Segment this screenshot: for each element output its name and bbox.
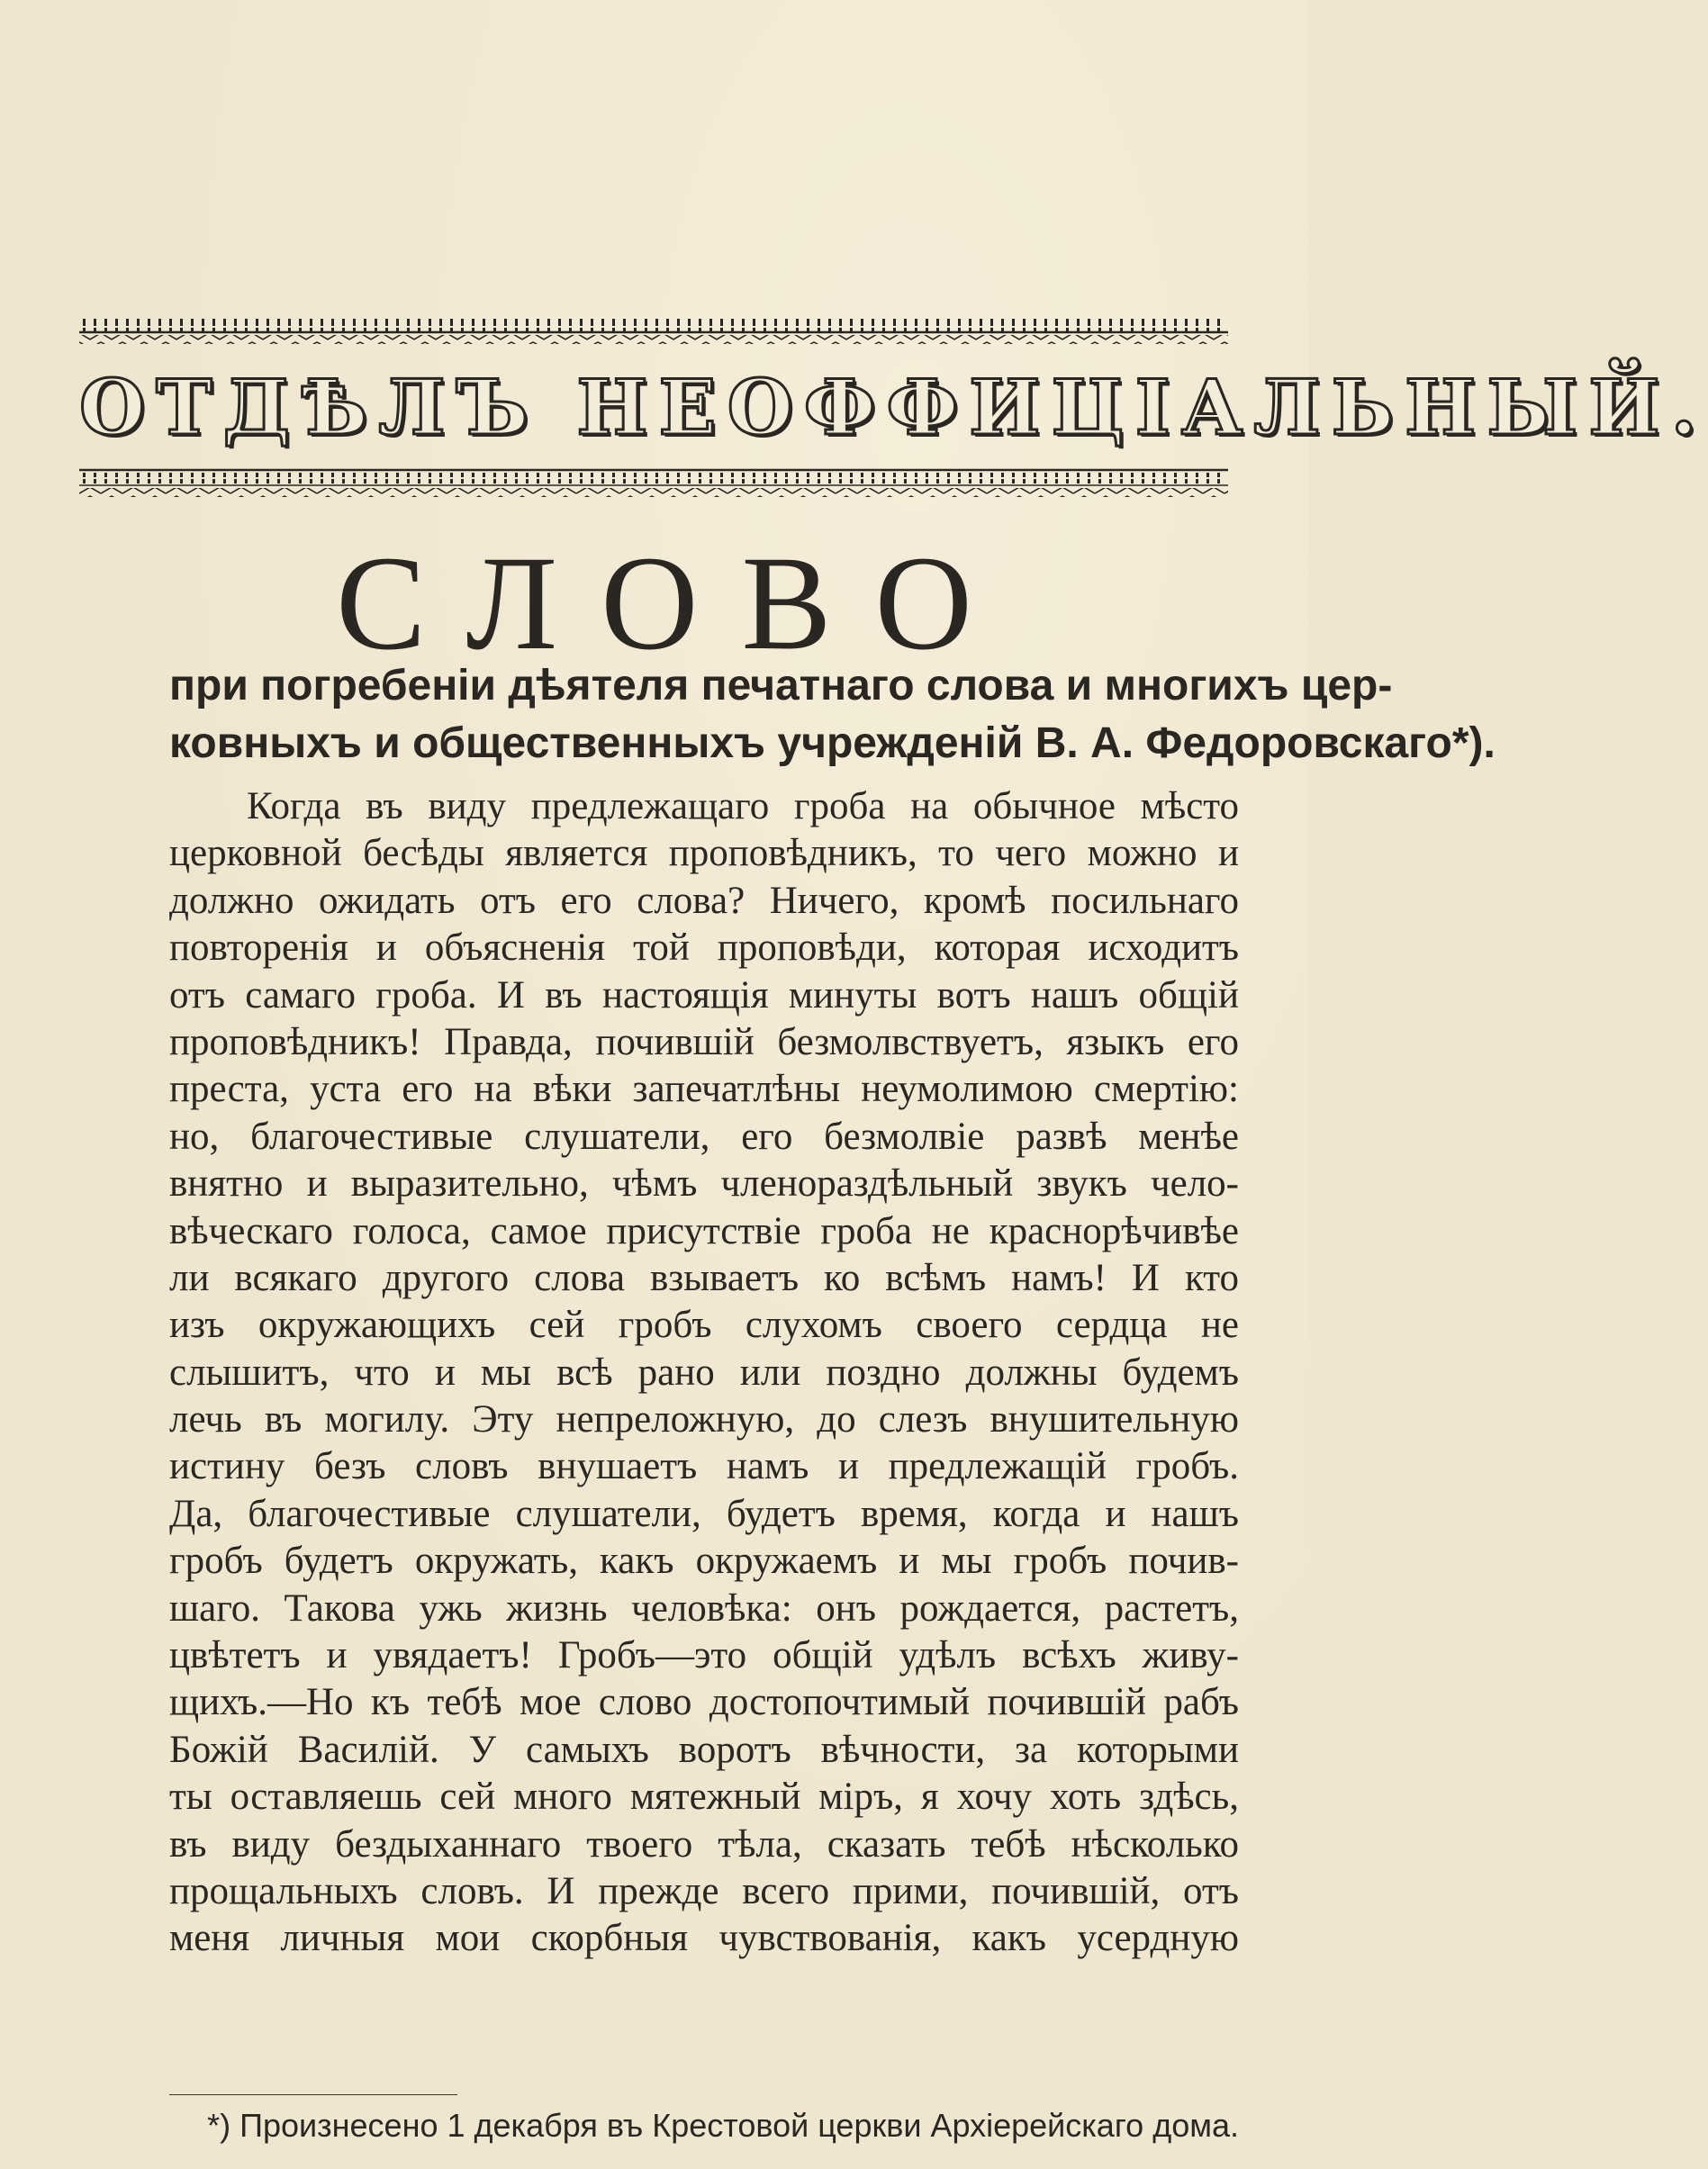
body-line: церковной бесѣды является проповѣдникъ, то чего можно и (169, 832, 1239, 875)
ornament-pattern-bottom (79, 468, 1228, 501)
body-line: въ виду бездыханнаго твоего тѣла, сказать тебѣ нѣсколько (169, 1822, 1239, 1866)
body-line: но, благочестивые слушатели, его безмолвіе развѣ менѣе (169, 1115, 1239, 1158)
body-line: слышитъ, что и мы всѣ рано или поздно должны будемъ (169, 1351, 1239, 1394)
section-heading: ОТДѢЛЪ НЕОФФИЦІАЛЬНЫЙ. (79, 363, 1708, 452)
body-line: отъ самаго гроба. И въ настоящія минуты вотъ нашъ общій (169, 973, 1239, 1017)
bottom-ornament-border (79, 468, 1228, 501)
body-line: Да, благочестивые слушатели, будетъ время, когда и нашъ (169, 1492, 1239, 1535)
footnote: *) Произнесено 1 декабря въ Крестовой церкви Архіерейскаго дома. (207, 2107, 1239, 2144)
body-line: вѣческаго голоса, самое присутствіе гроба не краснорѣчивѣе (169, 1209, 1239, 1252)
body-line: цвѣтетъ и увядаетъ! Гробъ—это общій удѣлъ всѣхъ живу- (169, 1634, 1239, 1677)
body-line: преста, уста его на вѣки запечатлѣны неумолимою смертію: (169, 1068, 1239, 1111)
footnote-divider (169, 2094, 457, 2095)
sermon-body (169, 783, 1239, 1963)
sermon-subtitle (169, 657, 1496, 773)
subtitle-line: при погребеніи дѣятеля печатнаго слова и многихъ цер- (169, 662, 1393, 709)
body-line: Когда въ виду предлежащаго гроба на обычное мѣсто (247, 785, 1239, 827)
sermon-title: СЛОВО (336, 529, 1016, 678)
ornament-pattern-top (79, 313, 1228, 346)
body-line: должно ожидать отъ его слова? Ничего, кромѣ посильнаго (169, 879, 1239, 922)
body-line: гробъ будетъ окружать, какъ окружаемъ и мы гробъ почив- (169, 1540, 1239, 1583)
body-line: прощальныхъ словъ. И прежде всего прими, почившій, отъ (169, 1869, 1239, 1912)
body-line: лечь въ могилу. Эту непреложную, до слезъ внушительную (169, 1398, 1239, 1441)
top-ornament-border (79, 313, 1228, 346)
body-line: шаго. Такова ужь жизнь человѣка: онъ рождается, растетъ, (169, 1586, 1239, 1630)
body-line: меня личныя мои скорбныя чувствованія, какъ усердную (169, 1917, 1239, 1960)
body-line: истину безъ словъ внушаетъ намъ и предлежащій гробъ. (169, 1445, 1239, 1488)
body-line: ты оставляешь сей много мятежный міръ, я хочу хоть здѣсь, (169, 1776, 1239, 1819)
body-line: внятно и выразительно, чѣмъ членораздѣльный звукъ чело- (169, 1162, 1239, 1206)
body-line: проповѣдникъ! Правда, почившій безмолвствуетъ, языкъ его (169, 1020, 1239, 1063)
body-line: ли всякаго другого слова взываетъ ко всѣмъ намъ! И кто (169, 1256, 1239, 1299)
body-line: щихъ.—Но къ тебѣ мое слово достопочтимый почившій рабъ (169, 1681, 1239, 1724)
subtitle-line: ковныхъ и общественныхъ учрежденій В. А. Федоровскаго*). (169, 719, 1496, 767)
body-line: Божій Василій. У самыхъ воротъ вѣчности, за которыми (169, 1728, 1239, 1771)
body-line: повторенія и объясненія той проповѣди, которая исходитъ (169, 926, 1239, 970)
body-line: изъ окружающихъ сей гробъ слухомъ своего сердца не (169, 1304, 1239, 1347)
